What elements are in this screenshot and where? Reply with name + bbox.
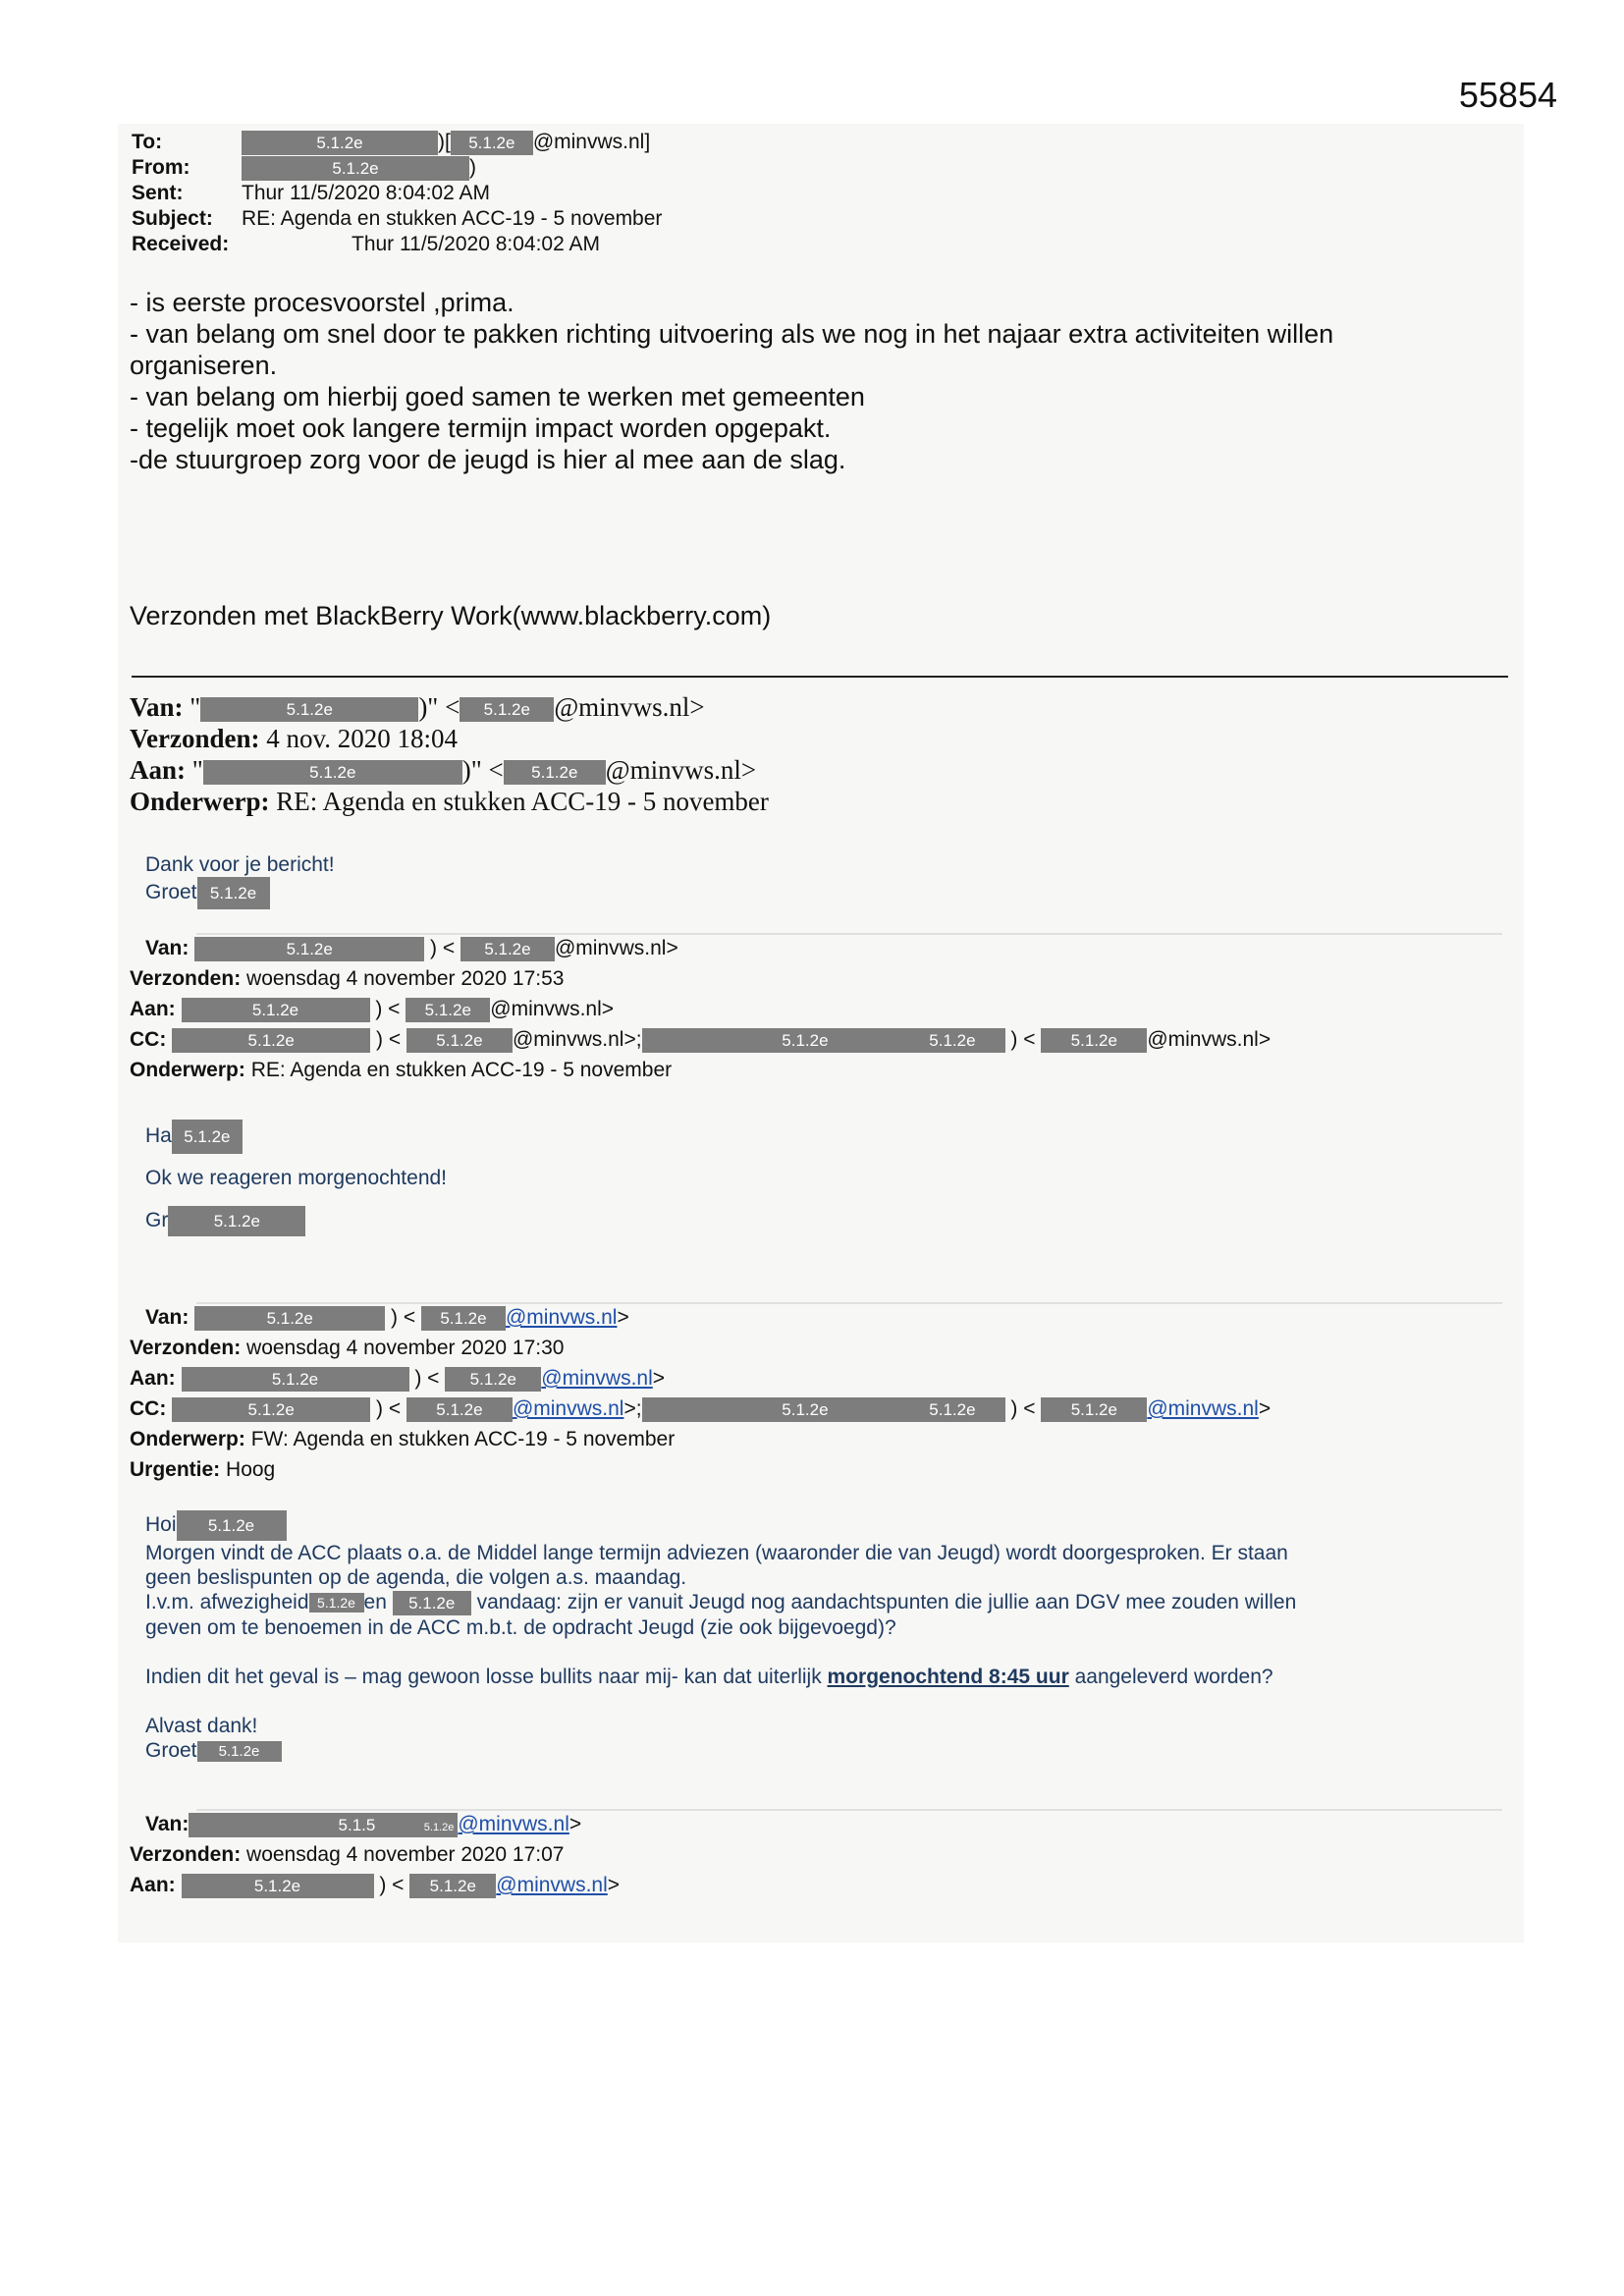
email3-van-row: Van: 5.1.2e ) < 5.1.2e @minvws.nl> [145, 937, 678, 959]
body-line: organiseren. [130, 351, 278, 380]
email1-subject-row [132, 206, 662, 232]
email3-onderwerp-row [130, 1055, 1271, 1085]
body-line: - is eerste procesvoorstel ,prima. [130, 288, 514, 317]
onderwerp-label: Onderwerp: [130, 1428, 245, 1450]
redaction: 5.1.2e [197, 877, 270, 909]
redaction: 5.1.2e [200, 697, 418, 722]
email-link[interactable]: @minvws.nl [512, 1397, 624, 1420]
email1-signature: Verzonden met BlackBerry Work(www.blackberry.com) [130, 601, 772, 630]
email5-verzonden-row [130, 1839, 620, 1870]
verzonden-label: Verzonden: [130, 967, 242, 990]
body-line: - van belang om snel door te pakken richting uitvoering als we nog in het najaar extra activiteiten willen [130, 319, 1334, 349]
message-text: I.v.m. afwezigheid [145, 1591, 309, 1613]
sent-value: Thur 11/5/2020 8:04:02 AM [242, 182, 490, 204]
email3-verzonden-row [130, 963, 1271, 994]
body-line: - tegelijk moet ook langere termijn impact worden opgepakt. [130, 413, 832, 443]
van-label: Van: [145, 1813, 189, 1835]
email3-message [145, 1120, 447, 1236]
email5-van-row: Van: 5.1.5 5.1.2e @minvws.nl> [145, 1813, 582, 1835]
message-line: geven om te benoemen in de ACC m.b.t. de opdracht Jeugd (zie ook bijgevoegd)? [145, 1615, 896, 1639]
verzonden-label: Verzonden: [130, 724, 260, 753]
onderwerp-label: Onderwerp: [130, 787, 270, 816]
redaction: 5.1.2e [197, 1741, 282, 1762]
email-domain: @minvws.nl> [1147, 1028, 1272, 1051]
email3-cc-row: CC: 5.1.2e ) < 5.1.2e @minvws.nl>; 5.1.2e 5.1.2e ) < 5.1.2e @minvws.nl> [130, 1028, 1272, 1051]
email1-body [130, 287, 1406, 475]
received-value: Thur 11/5/2020 8:04:02 AM [352, 233, 600, 255]
redaction: 5.1.2e [172, 1397, 370, 1422]
verzonden-value: 4 nov. 2020 18:04 [266, 724, 458, 753]
email-domain: @minvws.nl>; [512, 1028, 642, 1051]
redaction: 5.1.2e [172, 1028, 370, 1053]
redaction: 5.1.2e [504, 760, 606, 785]
email4-message [145, 1510, 1296, 1763]
message-text: Indien dit het geval is – mag gewoon losse bullits naar mij- kan dat uiterlijk [145, 1665, 822, 1688]
body-line: - van belang om hierbij goed samen te werken met gemeenten [130, 382, 865, 411]
verzonden-value: woensdag 4 november 2020 17:07 [246, 1843, 565, 1866]
subject-label: Subject: [132, 207, 213, 230]
verzonden-label: Verzonden: [130, 1337, 242, 1359]
redaction: 5.1.2e [203, 760, 462, 785]
verzonden-value: woensdag 4 november 2020 17:30 [246, 1337, 565, 1359]
redaction: 5.1.2e [182, 1367, 409, 1392]
groet-text: Groet [145, 1738, 197, 1762]
aan-label: Aan: [130, 1874, 176, 1896]
redaction: 5.1.2e [168, 1206, 305, 1236]
sent-label: Sent: [132, 182, 184, 204]
aan-label: Aan: [130, 755, 187, 785]
message-line: Morgen vindt de ACC plaats o.a. de Middel lange termijn adviezen (waaronder die van Jeugd) wordt doorgesproken. Er staan [145, 1542, 1288, 1564]
email-link[interactable]: @minvws.nl [541, 1367, 653, 1390]
email4-urgentie-row [130, 1454, 1271, 1485]
divider [132, 676, 1508, 678]
greeting-text: Ha [145, 1124, 172, 1148]
email-link[interactable]: @minvws.nl [496, 1874, 608, 1896]
redaction: 5.1.2e [451, 131, 533, 155]
email-link[interactable]: @minvws.nl [505, 1306, 618, 1329]
message-line: Dank voor je bericht! [145, 853, 335, 876]
redaction: 5.1.2e [406, 998, 490, 1022]
email1-received-row [132, 232, 662, 257]
redaction: 5.1.2e [177, 1510, 287, 1541]
email5-aan-row: Aan: 5.1.2e ) < 5.1.2e @minvws.nl> [130, 1874, 621, 1896]
email-domain: @minvws.nl> [490, 998, 615, 1020]
email4-header [130, 1302, 1271, 1485]
body-line: -de stuurgroep zorg voor de jeugd is hier al mee aan de slag. [130, 445, 846, 474]
redaction: 5.1.2e [460, 937, 555, 961]
email3-aan-row: Aan: 5.1.2e ) < 5.1.2e @minvws.nl> [130, 998, 615, 1020]
van-label: Van: [145, 937, 189, 959]
redaction: 5.1.2e [460, 697, 554, 722]
email-link[interactable]: @minvws.nl [1147, 1397, 1259, 1420]
deadline-text: morgenochtend 8:45 uur [827, 1665, 1069, 1688]
email2-verzonden-row [130, 723, 769, 754]
email-domain: @minvws.nl> [554, 937, 678, 959]
redaction: 5.1.2e [406, 1028, 513, 1053]
email2-header [130, 691, 769, 817]
email-link[interactable]: @minvws.nl [458, 1813, 569, 1835]
redaction: 5.1.2e [421, 1306, 506, 1331]
redaction: 5.1.2e [1041, 1397, 1147, 1422]
onderwerp-value: RE: Agenda en stukken ACC-19 - 5 november [250, 1059, 673, 1081]
cc-label: CC: [130, 1028, 167, 1051]
redaction: 5.1.2e [194, 937, 424, 961]
email5-header [130, 1809, 620, 1900]
message-line: Ok we reageren morgenochtend! [145, 1167, 448, 1189]
from-label: From: [132, 156, 190, 179]
subject-value: RE: Agenda en stukken ACC-19 - 5 november [242, 207, 663, 230]
email2-van-row: Van: " 5.1.2e )" < 5.1.2e @minvws.nl> [130, 692, 705, 722]
redaction: 5.1.5 5.1.2e [189, 1813, 458, 1837]
cc-label: CC: [130, 1397, 167, 1420]
email2-message [145, 852, 335, 909]
message-text: vandaag: zijn er vanuit Jeugd nog aandachtspunten die jullie aan DGV mee zouden willen [476, 1591, 1297, 1613]
email4-aan-row: Aan: 5.1.2e ) < 5.1.2e @minvws.nl> [130, 1367, 666, 1390]
email2-onderwerp-row [130, 786, 769, 817]
email3-header [130, 933, 1271, 1085]
groet-text: Groet [145, 881, 197, 904]
van-label: Van: [145, 1306, 189, 1329]
to-domain: @minvws.nl] [532, 131, 651, 153]
email1-header [132, 130, 662, 257]
redaction: 5.1.2e [172, 1120, 243, 1154]
email1-to-row: To: 5.1.2e )[ 5.1.2e @minvws.nl] [132, 131, 651, 153]
email4-onderwerp-row [130, 1424, 1271, 1454]
onderwerp-value: FW: Agenda en stukken ACC-19 - 5 november [250, 1428, 676, 1450]
urgentie-value: Hoog [226, 1458, 276, 1481]
redaction: 5.1.2e 5.1.2e [642, 1397, 1005, 1422]
thanks-text: Alvast dank! [145, 1714, 258, 1737]
redaction: 5.1.2e [409, 1874, 496, 1898]
redaction: 5.1.2e 5.1.2e [642, 1028, 1005, 1053]
email-domain: @minvws.nl> [554, 692, 705, 722]
aan-label: Aan: [130, 998, 176, 1020]
redaction: 5.1.2e [393, 1591, 471, 1615]
closing-text: Gr [145, 1209, 169, 1232]
email4-verzonden-row [130, 1333, 1271, 1363]
urgentie-label: Urgentie: [130, 1458, 221, 1481]
van-label: Van: [130, 692, 184, 722]
email-domain: @minvws.nl> [605, 755, 757, 785]
message-text: aangeleverd worden? [1074, 1665, 1273, 1688]
email1-from-row: From: 5.1.2e ) [132, 156, 476, 179]
redaction: 5.1.2e [182, 1874, 374, 1898]
email4-van-row: Van: 5.1.2e ) < 5.1.2e @minvws.nl> [145, 1306, 629, 1329]
email4-cc-row: CC: 5.1.2e ) < 5.1.2e @minvws.nl>; 5.1.2e 5.1.2e ) < 5.1.2e @minvws.nl> [130, 1397, 1272, 1420]
message-line: geen beslispunten op de agenda, die volgen a.s. maandag. [145, 1566, 687, 1589]
greeting-text: Hoi [145, 1513, 177, 1537]
email1-sent-row [132, 181, 662, 206]
redaction: 5.1.2e [242, 156, 469, 181]
redaction: 5.1.2e [194, 1306, 385, 1331]
redaction: 5.1.2e [309, 1593, 364, 1613]
onderwerp-value: RE: Agenda en stukken ACC-19 - 5 november [276, 787, 769, 816]
email2-aan-row: Aan: " 5.1.2e )" < 5.1.2e @minvws.nl> [130, 755, 757, 785]
redaction: 5.1.2e [242, 131, 438, 155]
verzonden-label: Verzonden: [130, 1843, 242, 1866]
to-label: To: [132, 131, 163, 153]
document-number: 55854 [1458, 75, 1557, 115]
redaction: 5.1.2e [1041, 1028, 1147, 1053]
redaction: 5.1.2e [445, 1367, 541, 1392]
received-label: Received: [132, 233, 230, 255]
verzonden-value: woensdag 4 november 2020 17:53 [246, 967, 565, 990]
onderwerp-label: Onderwerp: [130, 1059, 245, 1081]
message-text: en [363, 1591, 387, 1613]
redaction: 5.1.2e [182, 998, 370, 1022]
aan-label: Aan: [130, 1367, 176, 1390]
redaction: 5.1.2e [406, 1397, 513, 1422]
